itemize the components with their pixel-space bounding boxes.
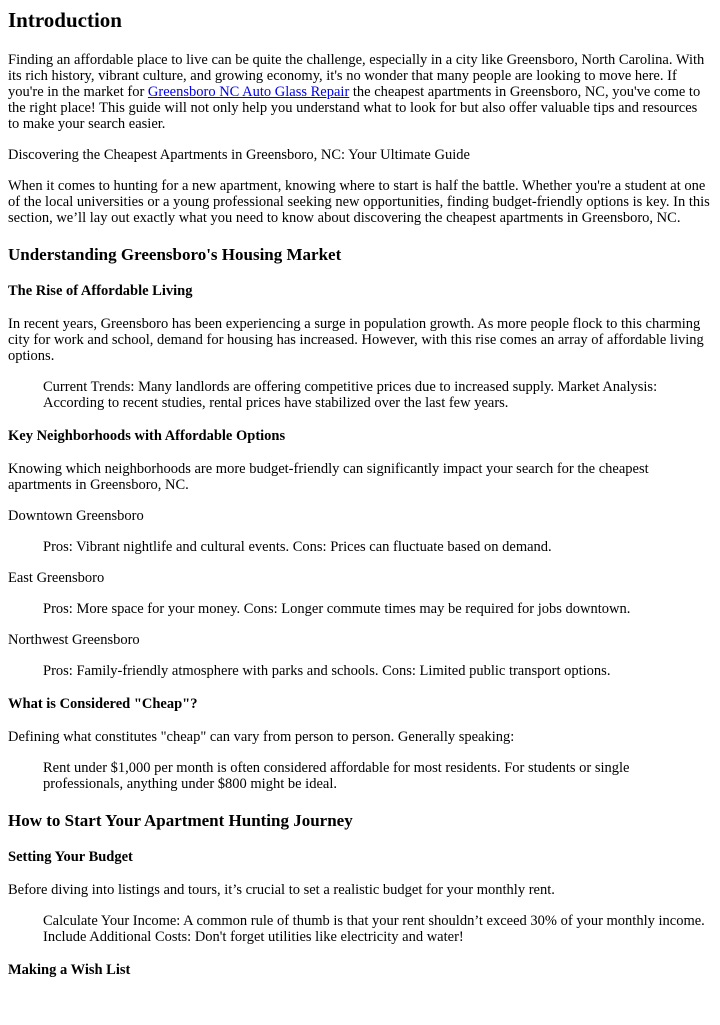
neighborhood-downtown: Downtown Greensboro bbox=[8, 508, 144, 524]
budget-heading: Setting Your Budget bbox=[8, 849, 133, 865]
affordable-living-paragraph: In recent years, Greensboro has been experiencing a surge in population growth. As more people flock to this charming city for work and school, demand for housing has increased. However, with this rise comes an array of affordable living options. bbox=[8, 316, 704, 364]
journey-heading: How to Start Your Apartment Hunting Journey bbox=[8, 811, 353, 830]
housing-market-heading: Understanding Greensboro's Housing Market bbox=[8, 245, 342, 264]
neighborhood-northwest: Northwest Greensboro bbox=[8, 632, 140, 648]
page-title: Introduction bbox=[8, 8, 122, 32]
neighborhood-east: East Greensboro bbox=[8, 570, 105, 586]
wishlist-heading: Making a Wish List bbox=[8, 962, 131, 978]
intro-paragraph bbox=[8, 52, 712, 132]
northwest-pros-cons: Pros: Family-friendly atmosphere with parks and schools. Cons: Limited public transport options. bbox=[43, 663, 611, 679]
guide-title-paragraph: Discovering the Cheapest Apartments in Greensboro, NC: Your Ultimate Guide bbox=[8, 147, 470, 163]
east-pros-cons: Pros: More space for your money. Cons: Longer commute times may be required for jobs downtown. bbox=[43, 601, 631, 617]
auto-glass-repair-link[interactable]: Greensboro NC Auto Glass Repair bbox=[147, 84, 350, 100]
budget-quote: Calculate Your Income: A common rule of thumb is that your rent shouldn’t exceed 30% of your monthly income. Include Additional Costs: Don't forget utilities like electricity and water! bbox=[43, 913, 705, 945]
trends-quote: Current Trends: Many landlords are offering competitive prices due to increased supply. Market Analysis: According to recent studies, rental prices have stabilized over the last few years. bbox=[43, 379, 658, 411]
neighborhoods-heading: Key Neighborhoods with Affordable Options bbox=[8, 428, 286, 444]
cheap-paragraph: Defining what constitutes "cheap" can vary from person to person. Generally speaking: bbox=[8, 729, 515, 745]
budget-paragraph: Before diving into listings and tours, it’s crucial to set a realistic budget for your monthly rent. bbox=[8, 882, 555, 898]
article bbox=[0, 8, 720, 978]
affordable-living-heading: The Rise of Affordable Living bbox=[8, 283, 193, 299]
cheap-heading: What is Considered "Cheap"? bbox=[8, 696, 198, 712]
cheap-quote: Rent under $1,000 per month is often considered affordable for most residents. For students or single professionals, anything under $800 might be ideal. bbox=[43, 760, 630, 792]
intro-text-after-link: the cheapest apartments in Greensboro, NC, you've come to the right place! This guide will not only help you understand what to look for but also offer valuable tips and resources to make your search easier. bbox=[8, 84, 701, 132]
downtown-pros-cons: Pros: Vibrant nightlife and cultural events. Cons: Prices can fluctuate based on demand. bbox=[43, 539, 552, 555]
intro-text-before-link: Finding an affordable place to live can be quite the challenge, especially in a city like Greensboro, North Carolina. With its rich history, vibrant culture, and growing economy, it's no wonder that many people are looking to move here. If you're in the market for bbox=[8, 52, 705, 100]
neighborhoods-paragraph: Knowing which neighborhoods are more budget-friendly can significantly impact your search for the cheapest apartments in Greensboro, NC. bbox=[8, 461, 649, 493]
hunting-paragraph: When it comes to hunting for a new apartment, knowing where to start is half the battle. Whether you're a student at one of the local universities or a young professional seeking new opportunities, finding budget-friendly options is key. In this section, we’ll lay out exactly what you need to know about discovering the cheapest apartments in Greensboro, NC. bbox=[8, 178, 710, 226]
